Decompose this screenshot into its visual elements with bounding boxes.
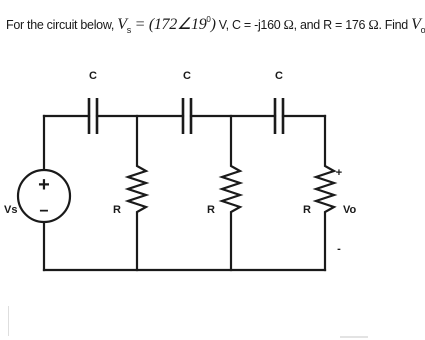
- question-mid: V, C = -j160: [215, 18, 284, 32]
- source-plus-sign: +: [38, 174, 50, 196]
- question-find: . Find: [378, 18, 412, 32]
- resistor-3-label: R: [303, 204, 311, 216]
- output-minus-sign: -: [337, 243, 341, 255]
- capacitor-3-label: C: [275, 70, 283, 82]
- vo-symbol: V: [411, 16, 421, 33]
- resistor-1: [128, 116, 146, 270]
- capacitor-1-label: C: [89, 70, 97, 82]
- capacitor-2-label: C: [183, 70, 191, 82]
- resistor-3: [316, 116, 334, 270]
- ohm-symbol-2: Ω: [368, 18, 379, 33]
- capacitor-2: [183, 98, 191, 134]
- resistor-2: [222, 116, 240, 270]
- phasor-open: (172: [148, 16, 177, 33]
- vs-subscript: s: [126, 25, 131, 35]
- degree-mark: 0: [206, 15, 211, 24]
- source-minus-sign: −: [39, 203, 49, 220]
- question-prefix: For the circuit below,: [6, 18, 118, 32]
- question-mid2: , and R = 176: [293, 18, 369, 32]
- output-plus-sign: +: [335, 167, 343, 179]
- angle-symbol: ∠: [176, 16, 191, 33]
- vo-subscript: o: [420, 25, 425, 35]
- output-label: Vo: [343, 204, 357, 216]
- phasor-close: ): [210, 16, 216, 33]
- equals-sign: =: [130, 16, 149, 33]
- ohm-symbol-1: Ω: [283, 18, 294, 33]
- capacitor-1: [89, 98, 97, 134]
- vs-symbol: V: [117, 16, 127, 33]
- left-divider: [8, 306, 9, 336]
- resistor-2-label: R: [207, 204, 215, 216]
- source-label: Vs: [4, 204, 18, 216]
- corner-mark: [340, 336, 368, 338]
- capacitor-3: [275, 98, 283, 134]
- resistor-1-label: R: [113, 204, 121, 216]
- phasor-angle: 19: [191, 16, 207, 33]
